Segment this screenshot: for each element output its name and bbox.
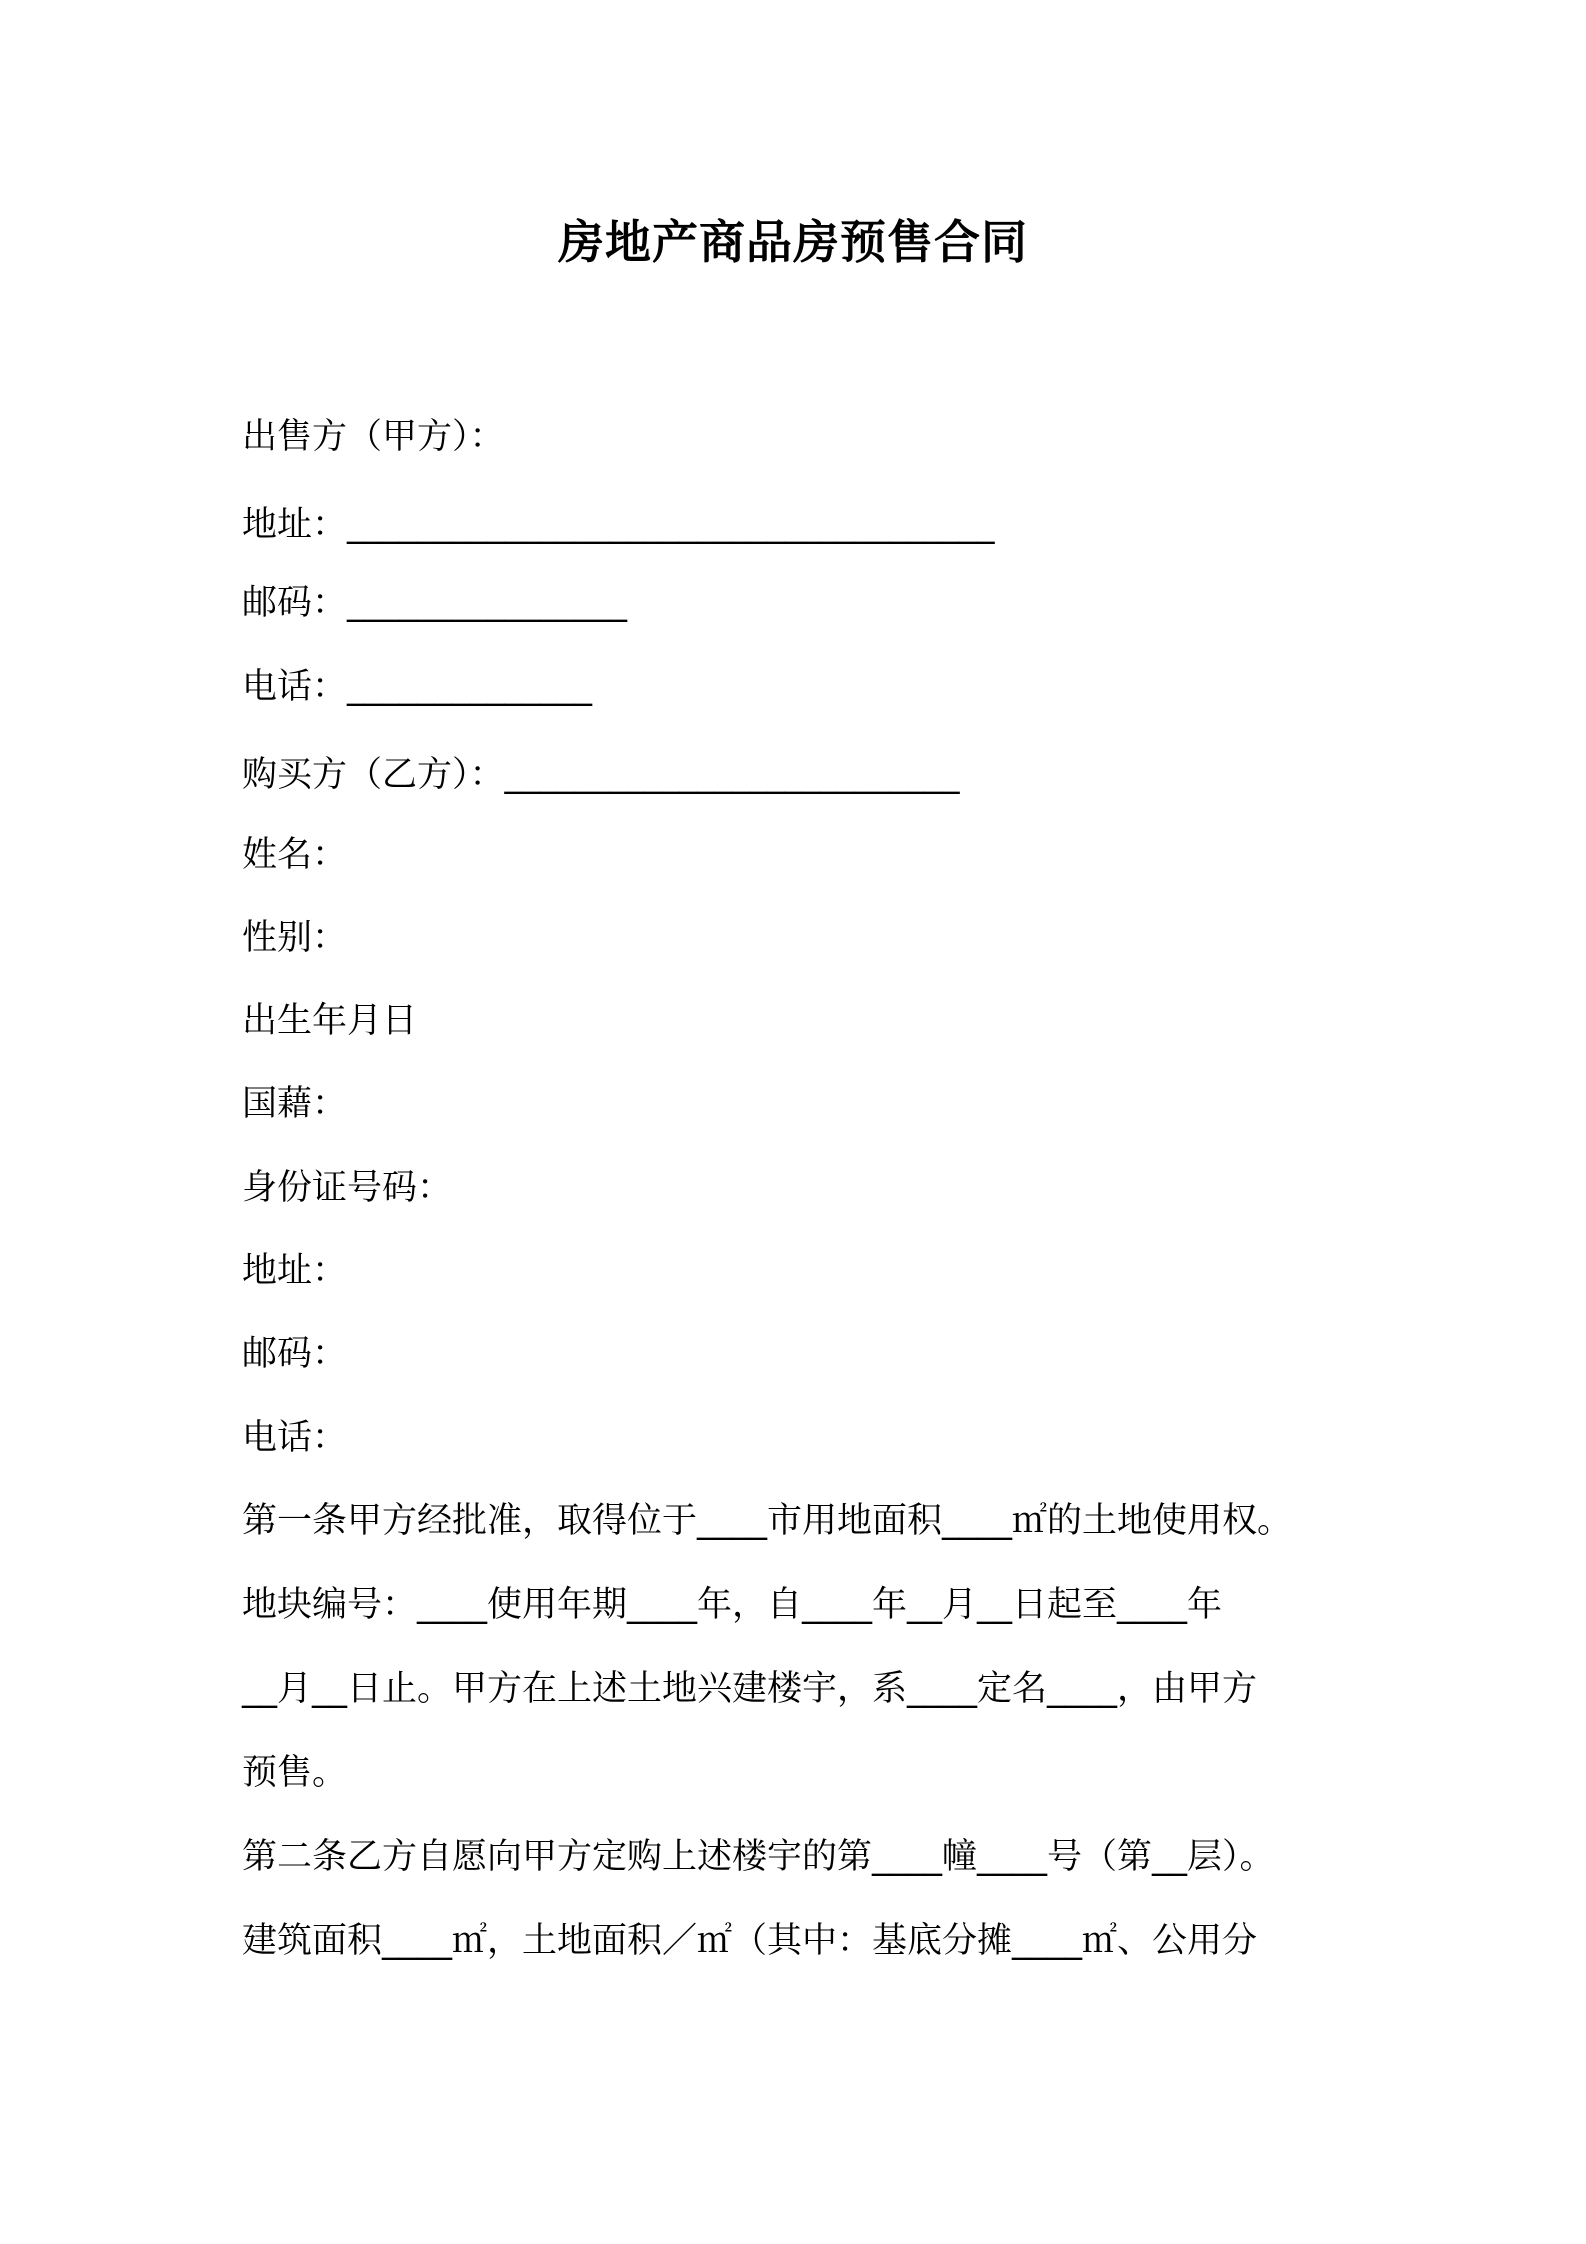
seller-address-label: 地址：: [242, 505, 348, 545]
buyer-gender-label: 性别：: [242, 918, 348, 958]
buyer-birth-label: 出生年月日: [242, 1001, 418, 1041]
seller-address-blank: _____________________________________: [347, 505, 995, 545]
article1-line3: __月__日止。甲方在上述土地兴建楼宇，系____定名____，由甲方: [242, 1669, 1258, 1709]
article1-line4: 预售。: [242, 1753, 348, 1793]
seller-postcode-row: [242, 580, 627, 626]
buyer-postcode-label: 邮码：: [242, 1334, 348, 1374]
buyer-phone-label: 电话：: [242, 1418, 348, 1458]
article1-line1: 第一条甲方经批准，取得位于____市用地面积____㎡的土地使用权。: [242, 1501, 1293, 1541]
buyer-heading-blank: __________________________: [504, 755, 960, 795]
seller-phone-label: 电话：: [242, 667, 348, 707]
seller-phone-blank: ______________: [347, 667, 593, 707]
article1-line2: 地块编号：____使用年期____年，自____年__月__日起至____年: [242, 1585, 1223, 1625]
seller-postcode-blank: ________________: [347, 583, 628, 623]
article2-line2: 建筑面积____㎡，土地面积／㎡（其中：基底分摊____㎡、公用分: [242, 1921, 1258, 1961]
seller-phone-row: [242, 664, 592, 710]
buyer-heading: 购买方（乙方）：: [242, 755, 505, 795]
article2-line1: 第二条乙方自愿向甲方定购上述楼宇的第____幢____号（第__层）。: [242, 1837, 1275, 1877]
document-title: 房地产商品房预售合同: [558, 215, 1028, 269]
buyer-address-label: 地址：: [242, 1251, 348, 1291]
buyer-nationality-label: 国藉：: [242, 1084, 348, 1124]
buyer-heading-row: [242, 752, 960, 798]
seller-heading: 出售方（甲方）：: [242, 417, 505, 457]
seller-postcode-label: 邮码：: [242, 583, 348, 623]
seller-address-row: [242, 502, 995, 548]
buyer-id-label: 身份证号码：: [242, 1168, 453, 1208]
buyer-name-label: 姓名：: [242, 835, 348, 875]
